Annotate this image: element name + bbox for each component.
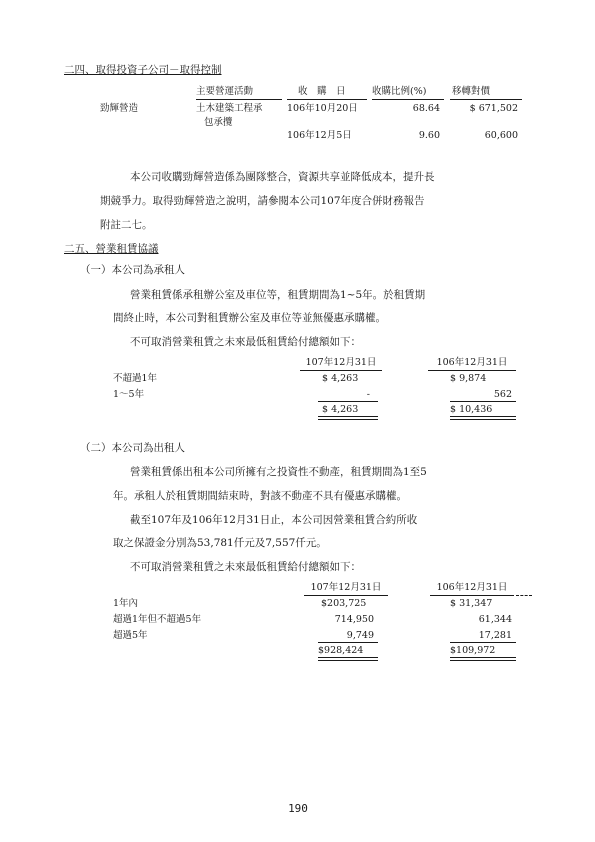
lessor-total-double-rule-2 [450, 657, 516, 661]
lessee-col-2017-rule [428, 370, 516, 371]
lessor-row-v2: $ 31,347 [450, 598, 493, 609]
acq-consideration-1: $ 671,502 [469, 103, 518, 114]
lessee-col-2017: 106年12月31日 [436, 357, 508, 368]
lessee-subheading: （一）本公司為承租人 [80, 264, 185, 276]
lessee-row-v1: $ 4,263 [322, 373, 359, 384]
activity-line1: 土木建築工程承 [196, 103, 263, 114]
lessee-para-line1: 營業租賃係承租辦公室及車位等，租賃期間為1~5年。於租賃期 [130, 289, 426, 301]
lessor-para-line1: 營業租賃係出租本公司所擁有之投資性不動產，租賃期間為1至5 [130, 466, 427, 478]
lessee-row-v1: - [366, 389, 370, 400]
lessee-total-double-rule-1 [318, 416, 378, 420]
section25-heading: 二五、營業租賃協議 [64, 243, 159, 255]
col-header-date: 收 購 日 [298, 86, 346, 97]
lessee-col-2018-rule [300, 370, 382, 371]
lessor-deposit-line2: 取之保證金分別為53,781仟元及7,557仟元。 [113, 537, 327, 549]
lessee-row-label: 不超過1年 [113, 373, 158, 384]
lessor-col-2017: 106年12月31日 [436, 582, 508, 593]
lessor-row-label: 超過1年但不超過5年 [113, 614, 202, 625]
lessee-total-double-rule-2 [450, 416, 516, 420]
activity-line2: 包承攬 [204, 117, 233, 128]
lessor-subtotal-rule-1 [318, 642, 378, 643]
para-acq-line2: 期競爭力。取得勁輝營造之說明，請參閱本公司107年度合併財務報告 [100, 195, 425, 207]
lessor-subheading: （二）本公司為出租人 [80, 442, 185, 454]
lessee-intro: 不可取消營業租賃之未來最低租賃給付總額如下： [130, 336, 361, 348]
acq-ratio-2: 9.60 [418, 130, 440, 141]
col-header-activity: 主要營運活動 [196, 86, 254, 97]
lessor-row-label: 1年內 [113, 598, 139, 609]
acq-ratio-1: 68.64 [412, 103, 440, 114]
lessee-subtotal-rule-2 [450, 401, 516, 402]
para-acq-line1: 本公司收購勁輝營造係為團隊整合，資源共享並降低成本，提升長 [130, 171, 435, 183]
acq-date-1: 106年10月20日 [287, 103, 358, 114]
lessor-intro: 不可取消營業租賃之未來最低租賃給付總額如下： [130, 561, 361, 573]
lessor-subtotal-rule-2 [450, 642, 516, 643]
lessor-total-double-rule-1 [318, 657, 378, 661]
lessor-para-line2: 年。承租人於租賃期間結束時，對該不動產不具有優惠承購權。 [113, 490, 407, 502]
lessor-total-v2: $109,972 [450, 645, 496, 656]
col-header-consideration: 移轉對價 [452, 86, 491, 97]
para-acq-line3: 附註二七。 [100, 219, 153, 231]
header-rule-activity [196, 99, 282, 100]
lessee-para-line2: 間終止時，本公司對租賃辦公室及車位等並無優惠承購權。 [113, 312, 386, 324]
lessor-total-v1: $928,424 [318, 645, 364, 656]
lessee-row-label: 1～5年 [113, 389, 145, 400]
acq-date-2: 106年12月5日 [287, 130, 352, 141]
lessee-row-v2: $ 9,874 [450, 373, 487, 384]
company-name: 勁輝營造 [100, 103, 139, 114]
lessor-col-2018: 107年12月31日 [310, 582, 382, 593]
lessee-total-v2: $ 10,436 [450, 404, 493, 415]
lessor-row-v2: 61,344 [478, 614, 512, 625]
header-rule-date [287, 99, 367, 100]
lessor-row-v1: 9,749 [346, 630, 374, 641]
lessee-col-2018: 107年12月31日 [305, 357, 377, 368]
lessee-row-v2: 562 [493, 389, 512, 400]
lessor-row-v1: 714,950 [334, 614, 374, 625]
lessor-col-2017-rule [430, 595, 514, 596]
lessor-header-dash [516, 595, 532, 596]
lessor-row-v2: 17,281 [478, 630, 512, 641]
section24-heading: 二四、取得投資子公司－取得控制 [64, 64, 222, 76]
lessor-col-2018-rule [304, 595, 388, 596]
acq-consideration-2: 60,600 [484, 130, 518, 141]
header-rule-ratio [372, 99, 444, 100]
page-number: 190 [288, 802, 308, 815]
lessor-deposit-line1: 截至107年及106年12月31日止，本公司因營業租賃合約所收 [130, 514, 418, 526]
col-header-ratio: 收購比例(%) [372, 86, 427, 97]
lessee-subtotal-rule-1 [318, 401, 378, 402]
lessor-row-label: 超過5年 [113, 630, 148, 641]
lessor-row-v1: $203,725 [321, 598, 367, 609]
header-rule-consideration [450, 99, 522, 100]
lessee-total-v1: $ 4,263 [322, 404, 359, 415]
